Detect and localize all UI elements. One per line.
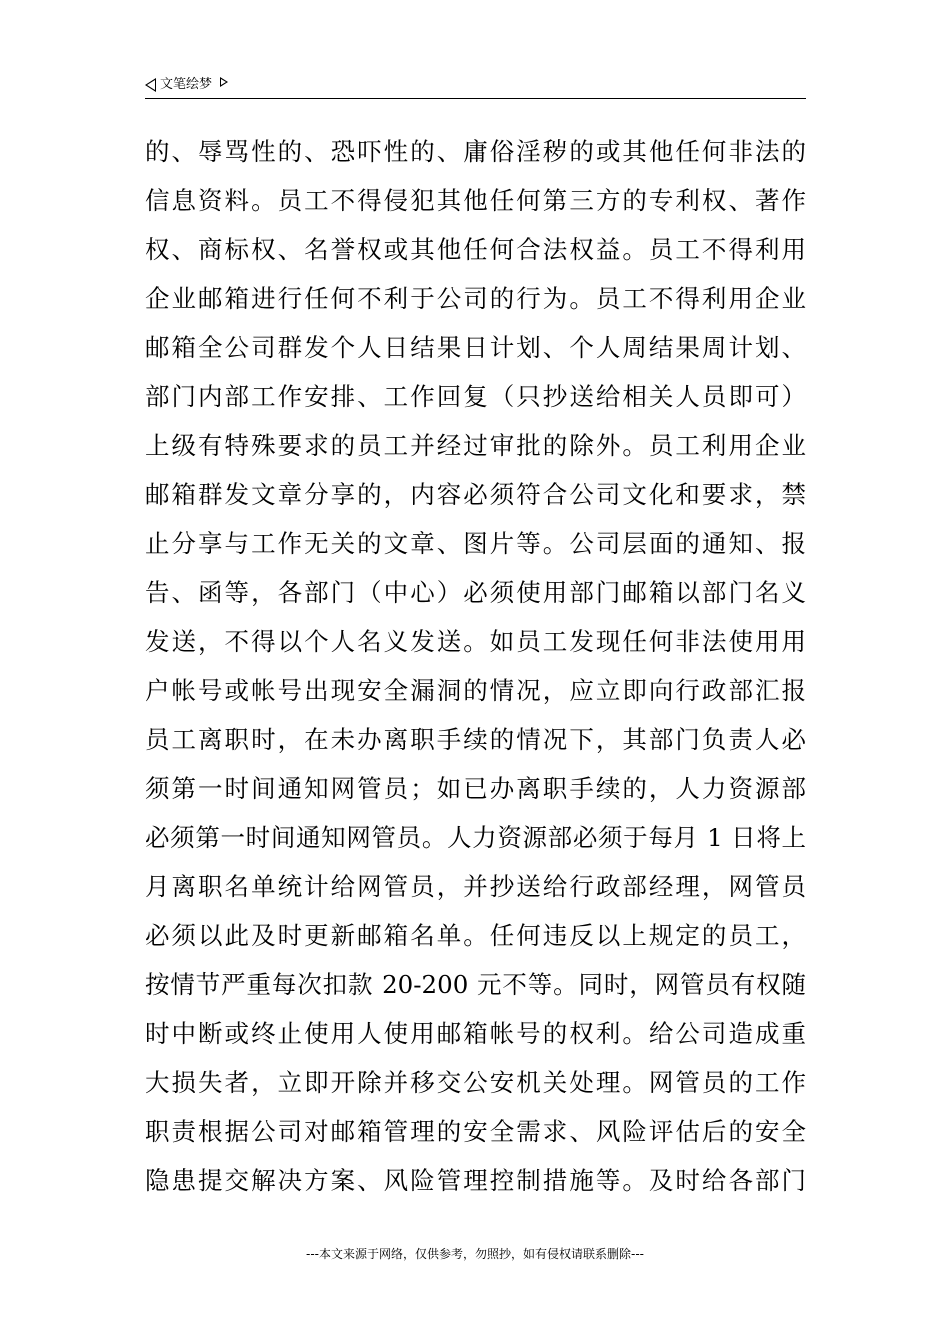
body-line: 发送，不得以个人名义发送。如员工发现任何非法使用用 — [145, 627, 806, 656]
body-line: 上级有特殊要求的员工并经过审批的除外。员工利用企业 — [145, 431, 806, 460]
body-line: 止分享与工作无关的文章、图片等。公司层面的通知、报 — [145, 529, 806, 558]
body-line: 权、商标权、名誉权或其他任何合法权益。员工不得利用 — [145, 235, 806, 264]
body-line: 须第一时间通知网管员；如已办离职手续的，人力资源部 — [145, 774, 806, 803]
document-body — [145, 130, 806, 1208]
body-line: 告、函等，各部门（中心）必须使用部门邮箱以部门名义 — [145, 578, 806, 607]
header-title: 文笔绘梦 — [160, 77, 213, 92]
header-brand — [145, 76, 228, 94]
body-line: 必须以此及时更新邮箱名单。任何违反以上规定的员工， — [145, 921, 806, 950]
footer-disclaimer: ---本文来源于网络，仅供参考，勿照抄，如有侵权请联系删除--- — [306, 1247, 644, 1261]
body-line: 户帐号或帐号出现安全漏洞的情况，应立即向行政部汇报 — [145, 676, 806, 705]
body-line: 的、辱骂性的、恐吓性的、庸俗淫秽的或其他任何非法的 — [145, 137, 806, 166]
triangle-left-icon — [145, 78, 156, 92]
body-line: 员工离职时，在未办离职手续的情况下，其部门负责人必 — [145, 725, 806, 754]
body-line: 时中断或终止使用人使用邮箱帐号的权利。给公司造成重 — [145, 1019, 806, 1048]
body-line: 职责根据公司对邮箱管理的安全需求、风险评估后的安全 — [145, 1117, 806, 1146]
body-line: 信息资料。员工不得侵犯其他任何第三方的专利权、著作 — [145, 186, 806, 215]
body-line: 大损失者，立即开除并移交公安机关处理。网管员的工作 — [145, 1068, 806, 1097]
page-header — [145, 76, 806, 99]
body-line: 邮箱群发文章分享的，内容必须符合公司文化和要求，禁 — [145, 480, 806, 509]
body-line: 部门内部工作安排、工作回复（只抄送给相关人员即可） — [145, 382, 806, 411]
body-line: 按情节严重每次扣款 20-200 元不等。同时，网管员有权随 — [145, 970, 806, 999]
body-line: 企业邮箱进行任何不利于公司的行为。员工不得利用企业 — [145, 284, 806, 313]
body-line: 邮箱全公司群发个人日结果日计划、个人周结果周计划、 — [145, 333, 806, 362]
triangle-right-icon — [220, 77, 228, 87]
body-line: 月离职名单统计给网管员，并抄送给行政部经理，网管员 — [145, 872, 806, 901]
body-line: 必须第一时间通知网管员。人力资源部必须于每月 1 日将上 — [145, 823, 806, 852]
body-line: 隐患提交解决方案、风险管理控制措施等。及时给各部门 — [145, 1166, 806, 1195]
